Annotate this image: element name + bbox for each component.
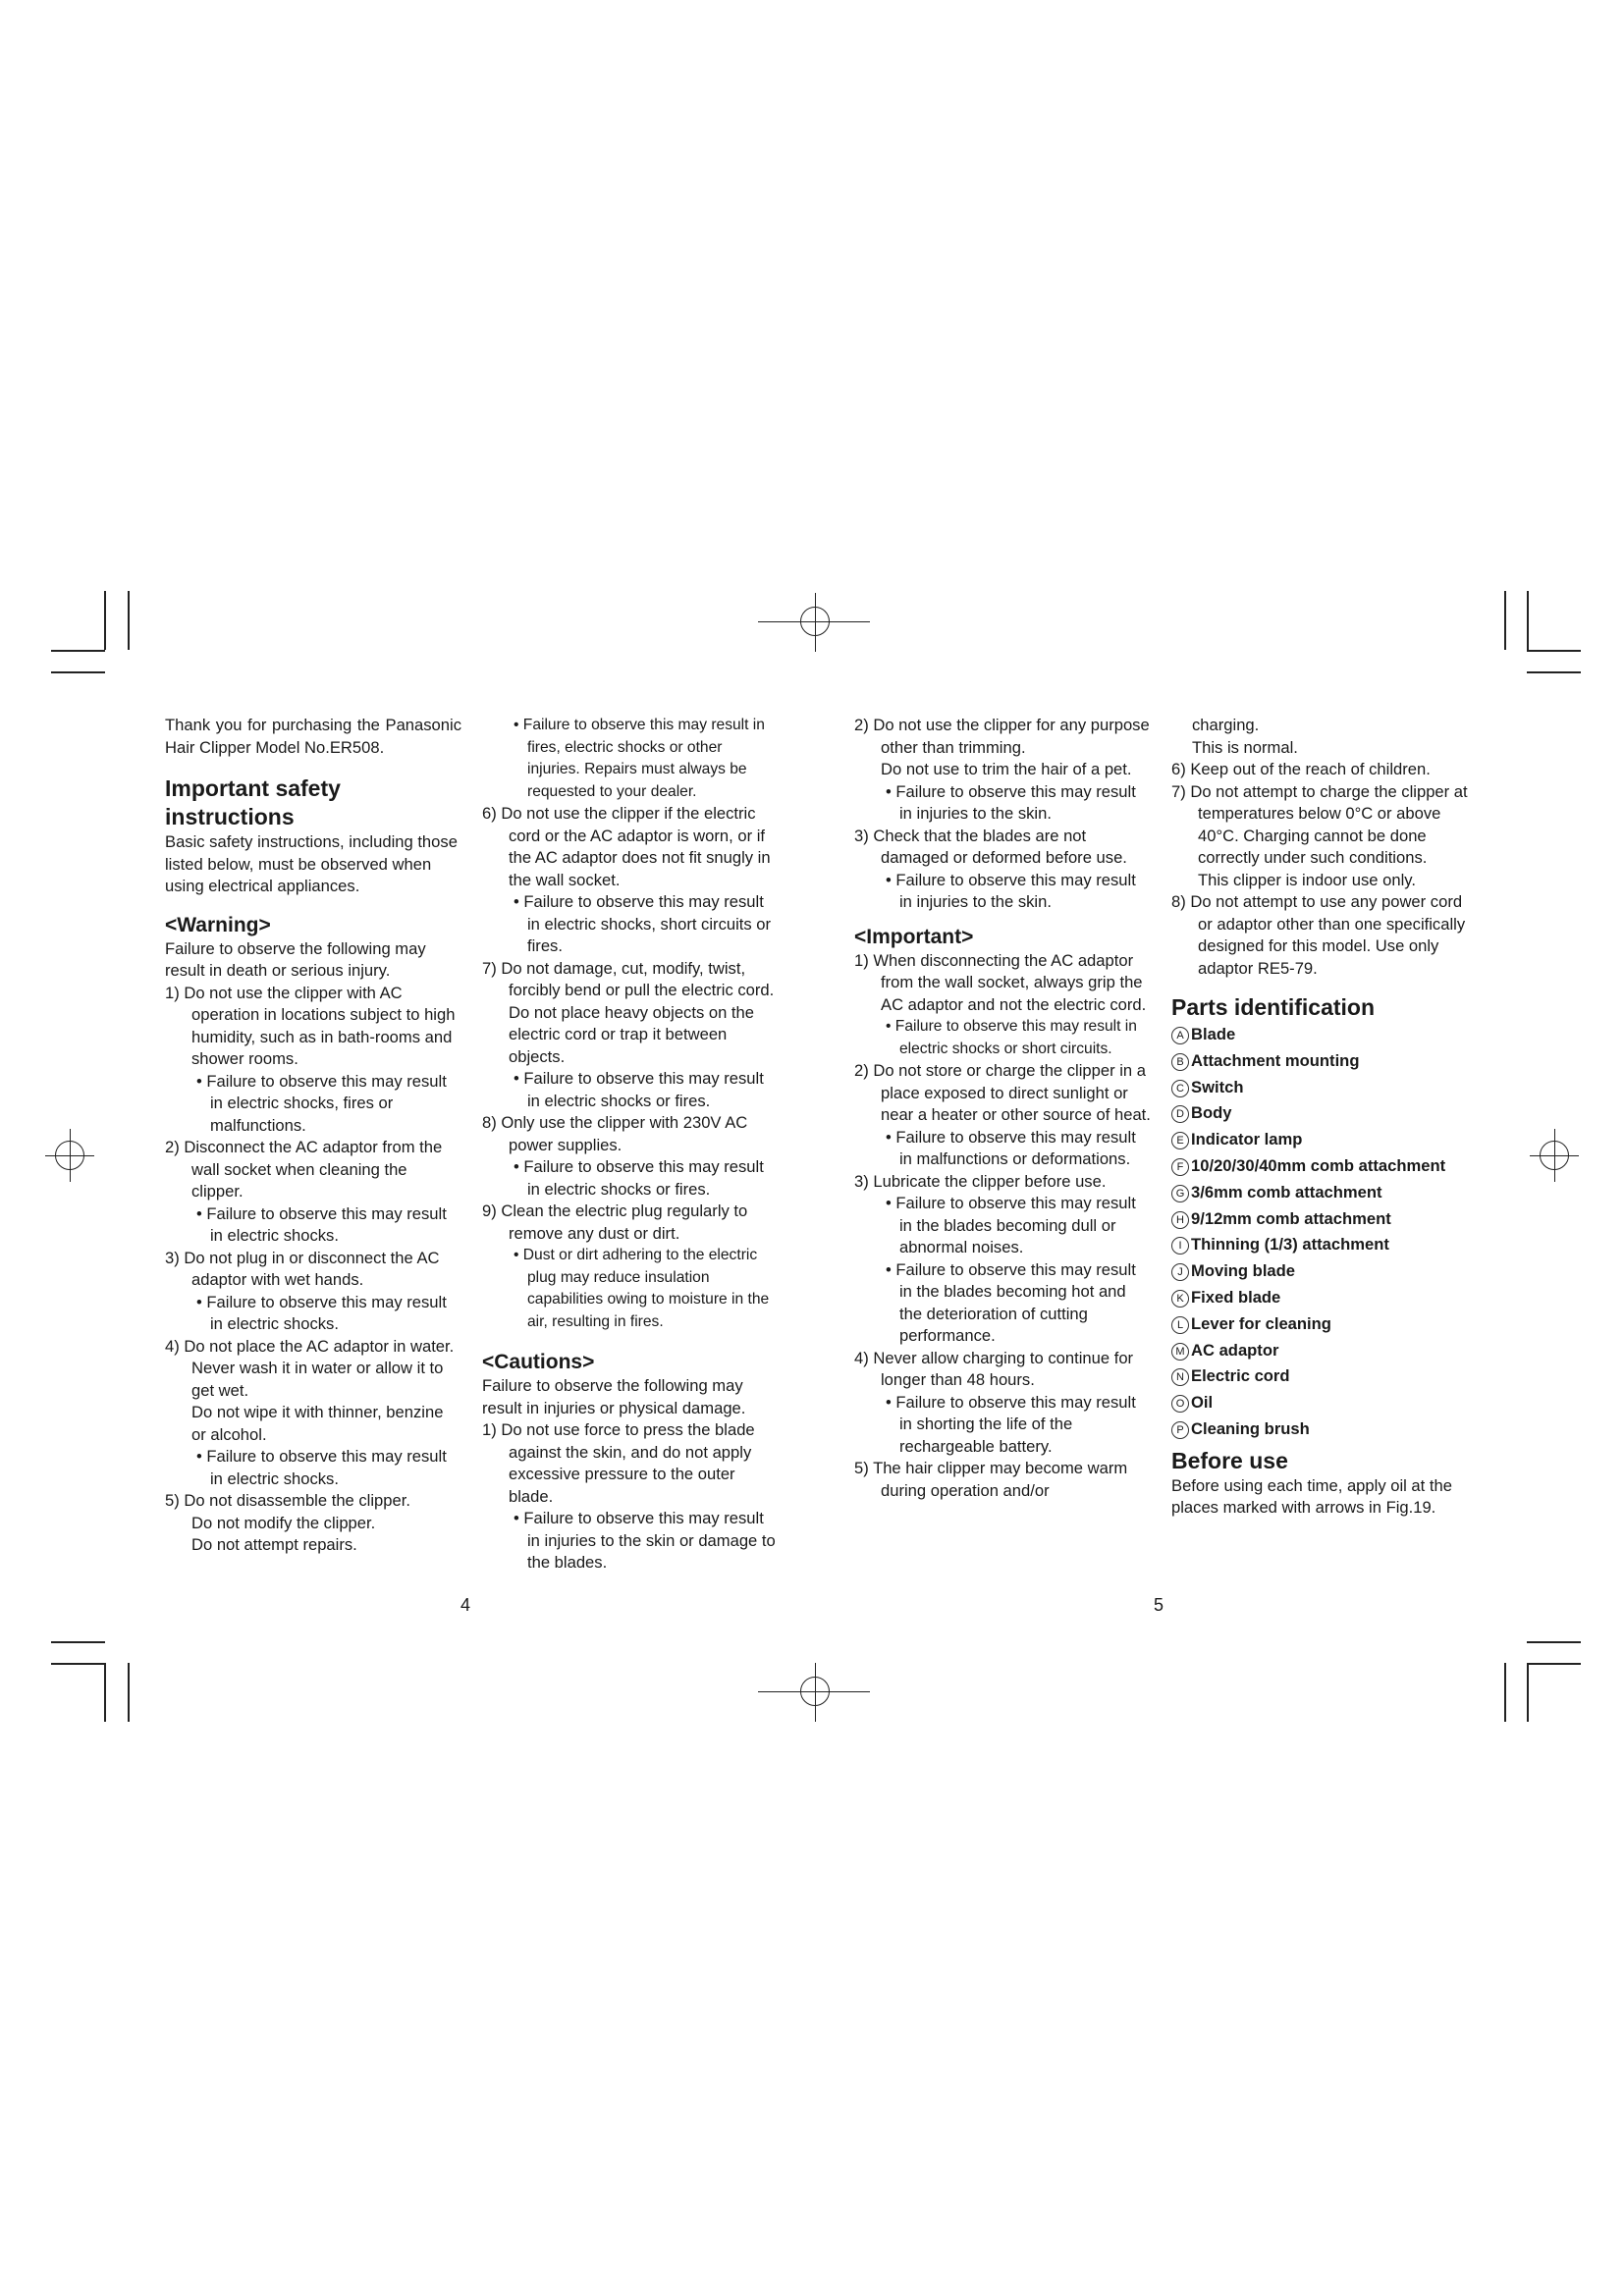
important-item-5-cont-2: This is normal.: [1192, 737, 1298, 757]
part-letter: F: [1171, 1158, 1189, 1176]
warning-item-6-note: • Failure to observe this may result in electric shocks, short circuits or fires.: [514, 892, 772, 955]
part-item: [1171, 1022, 1468, 1048]
important-item-4-note: • Failure to observe this may result in shorting the life of the rechargeable battery.: [886, 1392, 1136, 1456]
part-item: [1171, 1311, 1468, 1338]
intro-text: Thank you for purchasing the Panasonic Hair Clipper Model No.ER508.: [165, 716, 461, 757]
warning-heading: <Warning>: [165, 913, 271, 936]
important-item-5: 5) The hair clipper may become warm during operation and/or: [854, 1459, 1128, 1500]
warning-item-1-note: • Failure to observe this may result in electric shocks, fires or malfunctions.: [196, 1071, 447, 1135]
warning-item-7: 7) Do not damage, cut, modify, twist, forcibly bend or pull the electric cord. Do not place heavy objects on the electric cord or trap it between objects.: [482, 958, 775, 1066]
important-item-5-cont-1: charging.: [1192, 716, 1260, 734]
part-name: 10/20/30/40mm comb attachment: [1191, 1155, 1446, 1175]
important-item-7: 7) Do not attempt to charge the clipper at temperatures below 0°C or above 40°C. Charging cannot be done correctly under such conditions.: [1171, 781, 1468, 867]
part-letter: E: [1171, 1132, 1189, 1149]
warning-item-2-note: • Failure to observe this may result in electric shocks.: [196, 1203, 447, 1245]
warning-item-9: 9) Clean the electric plug regularly to remove any dust or dirt.: [482, 1201, 748, 1243]
caution-item-2-note: • Failure to observe this may result in injuries to the skin.: [886, 781, 1136, 823]
cautions-heading: <Cautions>: [482, 1351, 595, 1373]
part-item: [1171, 1048, 1468, 1075]
warning-item-4-cont: Do not wipe it with thinner, benzine or alcohol.: [191, 1403, 444, 1444]
warning-item-5-cont-2: Do not attempt repairs.: [191, 1535, 357, 1554]
warning-item-3-note: • Failure to observe this may result in electric shocks.: [196, 1292, 447, 1333]
part-item: [1171, 1206, 1468, 1233]
before-use-heading: Before use: [1171, 1447, 1288, 1473]
page-number-left: 4: [460, 1595, 471, 1615]
caution-item-3: 3) Check that the blades are not damaged or deformed before use.: [854, 826, 1127, 867]
part-letter: J: [1171, 1263, 1189, 1281]
part-letter: M: [1171, 1343, 1189, 1361]
safety-text: Basic safety instructions, including those listed below, must be observed when using electrical appliances.: [165, 832, 458, 895]
warning-item-1: 1) Do not use the clipper with AC operation in locations subject to high humidity, such as in bath-rooms and shower rooms.: [165, 983, 456, 1068]
warning-intro: Failure to observe the following may result in death or serious injury.: [165, 938, 426, 980]
before-use-text: Before using each time, apply oil at the places marked with arrows in Fig.19.: [1171, 1475, 1452, 1518]
caution-item-1: 1) Do not use force to press the blade against the skin, and do not apply excessive pressure to the outer blade.: [482, 1420, 755, 1506]
part-item: [1171, 1232, 1468, 1258]
warning-item-3: 3) Do not plug in or disconnect the AC adaptor with wet hands.: [165, 1248, 440, 1289]
important-item-1: 1) When disconnecting the AC adaptor from the wall socket, always grip the AC adaptor and not the electric cord.: [854, 950, 1147, 1014]
caution-item-1-note: • Failure to observe this may result in injuries to the skin or damage to the blades.: [514, 1509, 776, 1572]
part-name: Thinning (1/3) attachment: [1191, 1235, 1389, 1255]
warning-item-9-note: • Dust or dirt adhering to the electric plug may reduce insulation capabilities owing to moisture in the air, resulting in fires.: [514, 1247, 770, 1330]
part-item: [1171, 1390, 1468, 1416]
warning-item-8-note: • Failure to observe this may result in electric shocks or fires.: [514, 1157, 764, 1199]
part-letter: L: [1171, 1316, 1189, 1334]
part-item: [1171, 1075, 1468, 1101]
part-name: Electric cord: [1191, 1366, 1290, 1386]
part-name: 9/12mm comb attachment: [1191, 1208, 1391, 1228]
part-letter: O: [1171, 1395, 1189, 1413]
important-item-6: 6) Keep out of the reach of children.: [1171, 760, 1431, 778]
column-4: [1171, 715, 1468, 1520]
part-name: Indicator lamp: [1191, 1130, 1303, 1149]
part-name: Blade: [1191, 1025, 1236, 1043]
warning-item-5-note: • Failure to observe this may result in fires, electric shocks or other injuries. Repairs must always be requested to your dealer.: [514, 717, 765, 800]
part-name: AC adaptor: [1191, 1340, 1279, 1360]
part-name: Moving blade: [1191, 1261, 1296, 1281]
cautions-intro: Failure to observe the following may result in injuries or physical damage.: [482, 1376, 746, 1417]
safety-heading: Important safety instructions: [165, 775, 341, 829]
part-name: Body: [1191, 1103, 1232, 1123]
important-heading: <Important>: [854, 925, 974, 948]
important-item-2-note: • Failure to observe this may result in malfunctions or deformations.: [886, 1127, 1136, 1168]
part-name: Attachment mounting: [1191, 1050, 1360, 1070]
part-name: 3/6mm comb attachment: [1191, 1182, 1382, 1201]
part-letter: P: [1171, 1421, 1189, 1439]
part-item: [1171, 1285, 1468, 1311]
column-1: [165, 715, 461, 1557]
part-letter: N: [1171, 1368, 1189, 1386]
warning-item-7-note: • Failure to observe this may result in electric shocks or fires.: [514, 1069, 764, 1110]
part-item: [1171, 1153, 1468, 1180]
part-name: Cleaning brush: [1191, 1418, 1310, 1438]
part-letter: D: [1171, 1105, 1189, 1123]
important-item-4: 4) Never allow charging to continue for longer than 48 hours.: [854, 1348, 1134, 1389]
important-item-1-note: • Failure to observe this may result in electric shocks or short circuits.: [886, 1018, 1137, 1057]
caution-item-2: 2) Do not use the clipper for any purpose other than trimming.: [854, 716, 1150, 757]
part-item: [1171, 1258, 1468, 1285]
important-item-3: 3) Lubricate the clipper before use.: [854, 1171, 1107, 1191]
warning-item-4: 4) Do not place the AC adaptor in water. Never wash it in water or allow it to get wet.: [165, 1336, 455, 1400]
important-item-3-note-2: • Failure to observe this may result in the blades becoming hot and the deterioration of cutting performance.: [886, 1259, 1136, 1345]
part-letter: C: [1171, 1080, 1189, 1097]
part-item: [1171, 1127, 1468, 1153]
part-letter: G: [1171, 1185, 1189, 1202]
part-item: [1171, 1416, 1468, 1443]
part-name: Switch: [1191, 1077, 1244, 1096]
important-item-7-cont: This clipper is indoor use only.: [1198, 870, 1416, 889]
column-3: [854, 715, 1164, 1615]
part-item: [1171, 1180, 1468, 1206]
part-item: [1171, 1100, 1468, 1127]
warning-item-6: 6) Do not use the clipper if the electric cord or the AC adaptor is worn, or if the AC adaptor does not fit snugly in the wall socket.: [482, 804, 771, 889]
part-letter: I: [1171, 1237, 1189, 1255]
page-number-right: 5: [1154, 1595, 1164, 1615]
warning-item-2: 2) Disconnect the AC adaptor from the wall socket when cleaning the clipper.: [165, 1138, 443, 1201]
warning-item-8: 8) Only use the clipper with 230V AC power supplies.: [482, 1113, 748, 1154]
part-item: [1171, 1338, 1468, 1364]
part-name: Oil: [1191, 1393, 1214, 1413]
part-letter: H: [1171, 1211, 1189, 1229]
caution-item-2-cont: Do not use to trim the hair of a pet.: [881, 760, 1132, 778]
parts-heading: Parts identification: [1171, 994, 1376, 1020]
important-item-8: 8) Do not attempt to use any power cord or adaptor other than one specifically designed for this model. Use only adaptor RE5-79.: [1171, 892, 1466, 978]
important-item-3-note-1: • Failure to observe this may result in the blades becoming dull or abnormal noises.: [886, 1194, 1136, 1256]
parts-list: [1171, 1022, 1468, 1443]
part-letter: A: [1171, 1027, 1189, 1044]
warning-item-4-note: • Failure to observe this may result in electric shocks.: [196, 1447, 447, 1488]
part-name: Lever for cleaning: [1191, 1313, 1331, 1333]
warning-item-5-cont-1: Do not modify the clipper.: [191, 1513, 376, 1532]
part-letter: K: [1171, 1290, 1189, 1308]
column-2: [460, 715, 779, 1615]
part-item: [1171, 1363, 1468, 1390]
caution-item-3-note: • Failure to observe this may result in injuries to the skin.: [886, 870, 1136, 911]
important-item-2: 2) Do not store or charge the clipper in a place exposed to direct sunlight or near a heater or other source of heat.: [854, 1061, 1151, 1124]
part-name: Fixed blade: [1191, 1287, 1281, 1307]
part-letter: B: [1171, 1053, 1189, 1071]
warning-item-5: 5) Do not disassemble the clipper.: [165, 1491, 410, 1510]
